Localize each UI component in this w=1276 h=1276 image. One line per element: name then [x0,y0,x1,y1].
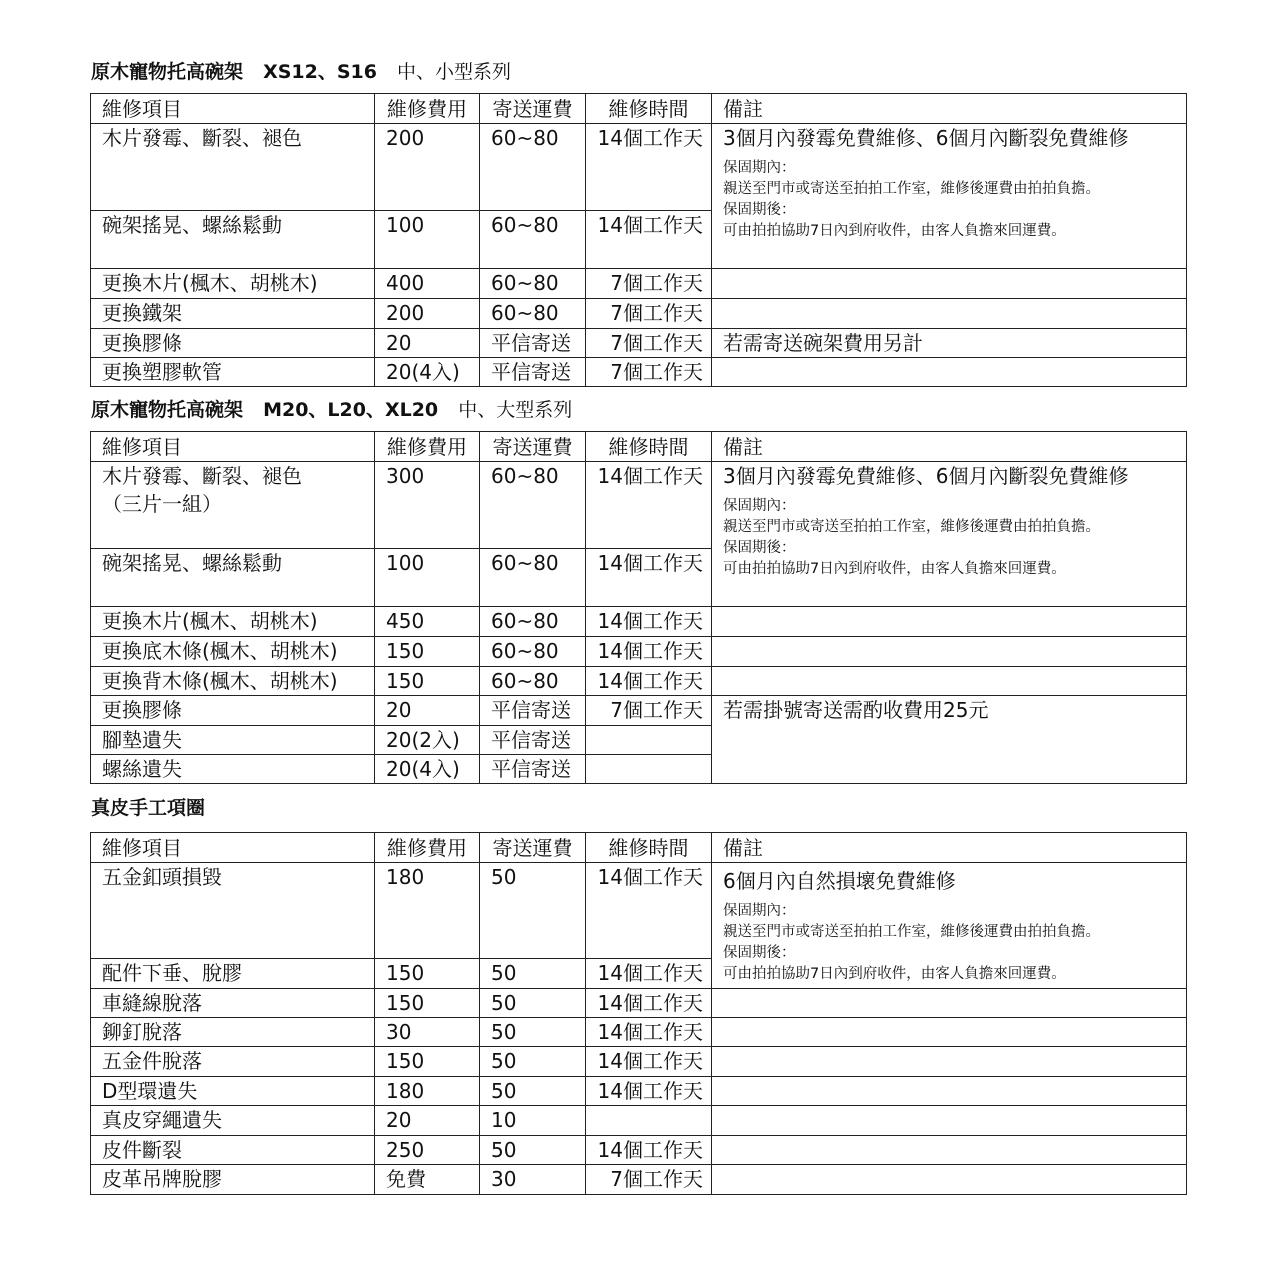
header-shipping: 寄送運費 [480,432,586,462]
note-cell [712,607,1187,637]
fee-cell: 20 [375,1106,480,1136]
fee-cell: 150 [375,989,480,1018]
shipping-cell: 60~80 [480,667,586,696]
table-row [91,989,1187,1018]
note-cell [712,1136,1187,1165]
section-1-title-main: 原木寵物托高碗架 [91,61,244,83]
warranty-out-label: 保固期後： [723,202,796,218]
fee-cell: 150 [375,959,480,989]
section-1-title [91,60,511,84]
time-cell: 14個工作天 [586,211,712,269]
item-text-line2: （三片一組） [102,492,222,516]
shipping-cell: 平信寄送 [480,358,586,387]
shipping-cell: 10 [480,1106,586,1136]
item-cell [91,462,375,549]
section-2-series: M20、L20、XL20 [263,399,439,421]
item-cell: 更換木片(楓木、胡桃木) [91,607,375,637]
fee-cell: 20 [375,329,480,358]
item-cell: 更換鐵架 [91,299,375,329]
header-item: 維修項目 [91,432,375,462]
table-row [91,269,1187,299]
shipping-cell: 60~80 [480,462,586,549]
warranty-in-text: 親送至門市或寄送至拍拍工作室，維修後運費由拍拍負擔。 [723,181,1100,197]
fee-cell: 400 [375,269,480,299]
shipping-cell: 60~80 [480,549,586,607]
fee-cell: 150 [375,667,480,696]
note-cell [712,1165,1187,1195]
header-shipping: 寄送運費 [480,94,586,124]
warranty-out-label: 保固期後： [723,540,796,556]
warranty-in-text: 親送至門市或寄送至拍拍工作室，維修後運費由拍拍負擔。 [723,519,1100,535]
table-row [91,299,1187,329]
warranty-note: 3個月內發霉免費維修、6個月內斷裂免費維修 [723,464,1129,488]
warranty-out-label: 保固期後： [723,945,796,961]
shipping-cell: 60~80 [480,211,586,269]
header-fee: 維修費用 [375,432,480,462]
section-1-series-suffix: 中、小型系列 [397,61,512,83]
section-1-table [90,93,1187,387]
section-1-series: XS12、S16 [263,61,377,83]
shipping-cell: 60~80 [480,299,586,329]
shipping-cell: 50 [480,863,586,959]
time-cell: 14個工作天 [586,1047,712,1077]
table-row [91,329,1187,358]
table-row [91,696,1187,726]
fee-cell: 180 [375,1077,480,1106]
header-fee: 維修費用 [375,94,480,124]
warranty-note-cell [712,124,1187,269]
time-cell: 14個工作天 [586,989,712,1018]
time-cell: 7個工作天 [586,269,712,299]
time-cell [586,726,712,755]
item-cell: 腳墊遺失 [91,726,375,755]
header-time: 維修時間 [586,432,712,462]
fee-cell: 450 [375,607,480,637]
item-cell: 車縫線脫落 [91,989,375,1018]
shipping-cell: 平信寄送 [480,696,586,726]
header-note: 備註 [712,833,1187,863]
table-row [91,124,1187,211]
fee-cell: 30 [375,1018,480,1047]
note-cell [712,269,1187,299]
warranty-in-label: 保固期內： [723,498,796,514]
section-2-title-main: 原木寵物托高碗架 [91,399,244,421]
item-cell: 更換膠條 [91,696,375,726]
time-cell: 14個工作天 [586,462,712,549]
section-3-title [91,796,205,820]
item-cell: 木片發霉、斷裂、褪色 [91,124,375,211]
fee-cell: 300 [375,462,480,549]
item-cell: 更換底木條(楓木、胡桃木) [91,637,375,667]
time-cell: 7個工作天 [586,358,712,387]
shipping-cell: 60~80 [480,269,586,299]
header-item: 維修項目 [91,94,375,124]
warranty-out-text: 可由拍拍協助7日內到府收件，由客人負擔來回運費。 [723,223,1066,239]
warranty-details [723,901,1186,985]
shipping-cell: 50 [480,1047,586,1077]
time-cell: 14個工作天 [586,1018,712,1047]
time-cell: 14個工作天 [586,549,712,607]
warranty-details [723,496,1186,580]
time-cell: 14個工作天 [586,1136,712,1165]
warranty-details [723,158,1186,242]
item-cell: 碗架搖晃、螺絲鬆動 [91,211,375,269]
time-cell: 14個工作天 [586,1077,712,1106]
note-cell [712,667,1187,696]
fee-cell: 20(2入) [375,726,480,755]
header-fee: 維修費用 [375,833,480,863]
table-row [91,1136,1187,1165]
header-time: 維修時間 [586,833,712,863]
fee-cell: 200 [375,299,480,329]
fee-cell: 150 [375,637,480,667]
section-3-title-main: 真皮手工項圈 [91,797,206,819]
time-cell: 14個工作天 [586,607,712,637]
item-cell: 碗架搖晃、螺絲鬆動 [91,549,375,607]
table-header-row [91,833,1187,863]
time-cell: 14個工作天 [586,637,712,667]
item-cell: 五金件脫落 [91,1047,375,1077]
fee-cell: 免費 [375,1165,480,1195]
item-cell: D型環遺失 [91,1077,375,1106]
header-item: 維修項目 [91,833,375,863]
time-cell: 14個工作天 [586,863,712,959]
shipping-cell: 平信寄送 [480,755,586,784]
shipping-cell: 30 [480,1165,586,1195]
item-cell: 更換塑膠軟管 [91,358,375,387]
table-row [91,462,1187,549]
note-cell [712,299,1187,329]
note-cell [712,637,1187,667]
time-cell: 7個工作天 [586,329,712,358]
fee-cell: 20 [375,696,480,726]
table-row [91,1077,1187,1106]
warranty-note-cell [712,863,1187,989]
time-cell: 14個工作天 [586,959,712,989]
time-cell: 7個工作天 [586,696,712,726]
shipping-cell: 50 [480,989,586,1018]
fee-cell: 150 [375,1047,480,1077]
warranty-in-label: 保固期內： [723,903,796,919]
fee-cell: 20(4入) [375,358,480,387]
table-row [91,1018,1187,1047]
note-cell: 若需寄送碗架費用另計 [712,329,1187,358]
table-row [91,1165,1187,1195]
section-3-table [90,832,1187,1195]
table-header-row [91,94,1187,124]
fee-cell: 200 [375,124,480,211]
shipping-cell: 60~80 [480,607,586,637]
table-row [91,358,1187,387]
time-cell: 7個工作天 [586,1165,712,1195]
shipping-cell: 50 [480,1018,586,1047]
shipping-cell: 60~80 [480,124,586,211]
section-2-table [90,431,1187,784]
fee-cell: 250 [375,1136,480,1165]
table-row [91,1106,1187,1136]
note-cell [712,1106,1187,1136]
header-note: 備註 [712,432,1187,462]
note-cell [712,1047,1187,1077]
item-cell: 皮革吊牌脫膠 [91,1165,375,1195]
note-cell [712,1077,1187,1106]
table-row [91,667,1187,696]
item-cell: 皮件斷裂 [91,1136,375,1165]
time-cell [586,755,712,784]
item-cell: 螺絲遺失 [91,755,375,784]
warranty-note: 3個月內發霉免費維修、6個月內斷裂免費維修 [723,126,1129,150]
shipping-cell: 平信寄送 [480,329,586,358]
item-cell: 配件下垂、脫膠 [91,959,375,989]
time-cell: 14個工作天 [586,667,712,696]
item-cell: 更換木片(楓木、胡桃木) [91,269,375,299]
warranty-note: 6個月內自然損壞免費維修 [723,869,956,893]
warranty-out-text: 可由拍拍協助7日內到府收件，由客人負擔來回運費。 [723,561,1066,577]
shipping-cell: 50 [480,1077,586,1106]
fee-cell: 100 [375,549,480,607]
warranty-in-label: 保固期內： [723,160,796,176]
note-cell [712,358,1187,387]
section-2-title [91,398,572,422]
warranty-note-cell [712,462,1187,607]
time-cell: 14個工作天 [586,124,712,211]
time-cell [586,1106,712,1136]
item-cell: 更換背木條(楓木、胡桃木) [91,667,375,696]
item-text: 木片發霉、斷裂、褪色 [102,464,302,488]
fee-cell: 20(4入) [375,755,480,784]
fee-cell: 180 [375,863,480,959]
note-cell: 若需掛號寄送需酌收費用25元 [712,696,1187,784]
note-cell [712,989,1187,1018]
note-cell [712,1018,1187,1047]
shipping-cell: 50 [480,959,586,989]
shipping-cell: 平信寄送 [480,726,586,755]
item-cell: 五金釦頭損毀 [91,863,375,959]
warranty-out-text: 可由拍拍協助7日內到府收件，由客人負擔來回運費。 [723,966,1066,982]
section-2-series-suffix: 中、大型系列 [458,399,573,421]
item-cell: 鉚釘脫落 [91,1018,375,1047]
table-row [91,607,1187,637]
header-time: 維修時間 [586,94,712,124]
table-header-row [91,432,1187,462]
table-row [91,637,1187,667]
table-row [91,1047,1187,1077]
warranty-in-text: 親送至門市或寄送至拍拍工作室，維修後運費由拍拍負擔。 [723,924,1100,940]
time-cell: 7個工作天 [586,299,712,329]
shipping-cell: 60~80 [480,637,586,667]
header-shipping: 寄送運費 [480,833,586,863]
item-cell: 真皮穿繩遺失 [91,1106,375,1136]
shipping-cell: 50 [480,1136,586,1165]
fee-cell: 100 [375,211,480,269]
item-cell: 更換膠條 [91,329,375,358]
header-note: 備註 [712,94,1187,124]
table-row [91,863,1187,959]
